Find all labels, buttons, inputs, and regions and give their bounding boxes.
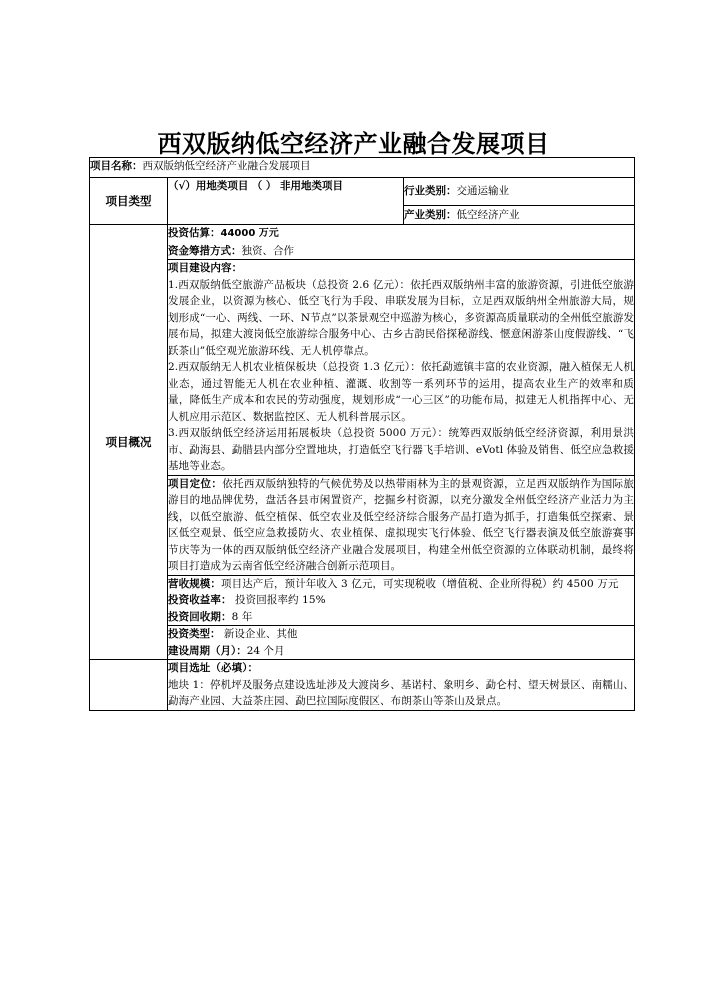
nonland-option: （ ） 非用地类项目 (251, 180, 344, 192)
investment-value: 44000 万元 (220, 228, 279, 239)
construction-cell (168, 260, 635, 476)
return-rate-label: 投资收益率： (168, 594, 232, 606)
payback-label: 投资回收期： (168, 610, 232, 623)
land-option: （√）用地类项目 (168, 180, 249, 192)
positioning-row (90, 475, 635, 575)
return-rate-value: 投资回报率约 15% (231, 594, 326, 606)
investment-cell (168, 225, 635, 260)
investor-type-value: 新设企业、其他 (220, 628, 298, 640)
site-cell (168, 660, 635, 711)
revenue-cell (168, 575, 635, 626)
product-value: 低空经济产业 (456, 208, 520, 221)
positioning-label: 项目定位： (168, 477, 223, 490)
product-cell (404, 206, 635, 225)
construction-item-2: 2.西双版纳无人机农业植保板块（总投资 1.3 亿元）：依托勐遮镇丰富的农业资源，融入植保无人机业态，通过智能无人机在农业种植、灌溉、收割等一系列环节的运用，提高农业生产的效率和质量，降低生产成本和农民的劳动强度，规划形成“一心三区”的功能布局，拟建无人机指挥中心、无人机应用示范区、数据监控区、无人机科普展示区。 (168, 361, 635, 423)
investment-row (90, 225, 635, 260)
funding-label: 资金筹措方式： (168, 244, 242, 257)
project-name-cell (90, 158, 635, 178)
revenue-value: 项目达产后，预计年收入 3 亿元，可实现税收（增值税、企业所得税）约 4500 万元 (221, 577, 619, 590)
positioning-value: 依托西双版纳独特的气候优势及以热带雨林为主的景观资源，立足西双版纳作为国际旅游目的地品牌优势，盘活各县市闲置资产，挖掘乡村资源，以充分激发全州低空经济产业活力为主线，以低空旅游、低空植保、低空农业及低空经济综合服务产品打造为抓手，打造集低空探索、景区低空观景、低空应急救援防火、农业植保、虚拟现实飞行体验、低空飞行器表演及低空旅游赛事节庆等为一体的西双版纳低空经济产业融合发展项目，构建全州低空资源的立体联动机制，最终将项目打造成为云南省低空经济融合创新示范项目。 (168, 477, 635, 572)
revenue-label: 营收规模： (168, 577, 221, 590)
project-type-options (168, 178, 404, 225)
project-name-row (90, 158, 635, 178)
construction-item-3: 3.西双版纳低空经济运用拓展板块（总投资 5000 万元）：统筹西双版纳低空经济资源，利用景洪市、勐海县、勐腊县内部分空置地块，打造低空飞行器飞手培训、eVotl 体验及销售、低空应急救援基地等业态。 (168, 427, 635, 472)
construction-row (90, 260, 635, 476)
industry-label: 行业类别： (404, 185, 457, 198)
product-label: 产业类别： (404, 208, 457, 221)
investor-type-cell (168, 626, 635, 660)
project-name-value: 西双版纳低空经济产业融合发展项目 (142, 160, 311, 172)
payback-value: 8 年 (231, 610, 253, 623)
construction-item-1: 1.西双版纳低空旅游产品板块（总投资 2.6 亿元）：依托西双版纳州丰富的旅游资源，引进低空旅游发展企业，以资源为核心、低空飞行为手段、串联发展为目标，立足西双版纳州全州旅游大局，规划形成“一心、两线、一环、N节点”以茶景观空中巡游为核心，多资源高质量联动的全州低空旅游发展布局，拟建大渡岗低空旅游综合服务中心、古乡古韵民俗探秘游线、惬意闲游茶山度假游线、“飞跃茶山”低空观光旅游环线、无人机停靠点。 (168, 278, 635, 357)
investor-type-label: 投资类型： (168, 628, 221, 640)
site-row (90, 660, 635, 711)
overview-label: 项目概况 (90, 225, 168, 660)
project-form-table (89, 157, 635, 711)
project-name-label: 项目名称： (90, 160, 143, 172)
funding-value: 独资、合作 (241, 244, 294, 257)
period-value: 24 个月 (246, 644, 285, 657)
investment-label: 投资估算： (168, 227, 221, 239)
positioning-cell (168, 475, 635, 575)
period-label: 建设周期（月）： (168, 644, 247, 657)
industry-cell (404, 178, 635, 206)
site-value: 地块 1：停机坪及服务点建设选址涉及大渡岗乡、基诺村、象明乡、勐仑村、望天树景区、南糯山、勐海产业园、大益茶庄园、勐巴拉国际度假区、布朗茶山等茶山及景点。 (168, 678, 635, 707)
document-title: 西双版纳低空经济产业融合发展项目 (157, 129, 550, 158)
project-type-label: 项目类型 (90, 178, 168, 225)
site-label: 项目选址（必填）： (168, 662, 259, 674)
revenue-row (90, 575, 635, 626)
project-type-row-1 (90, 178, 635, 206)
industry-value: 交通运输业 (456, 185, 509, 198)
construction-label: 项目建设内容： (168, 262, 243, 274)
investor-type-row (90, 626, 635, 660)
site-label-spacer (90, 660, 168, 711)
